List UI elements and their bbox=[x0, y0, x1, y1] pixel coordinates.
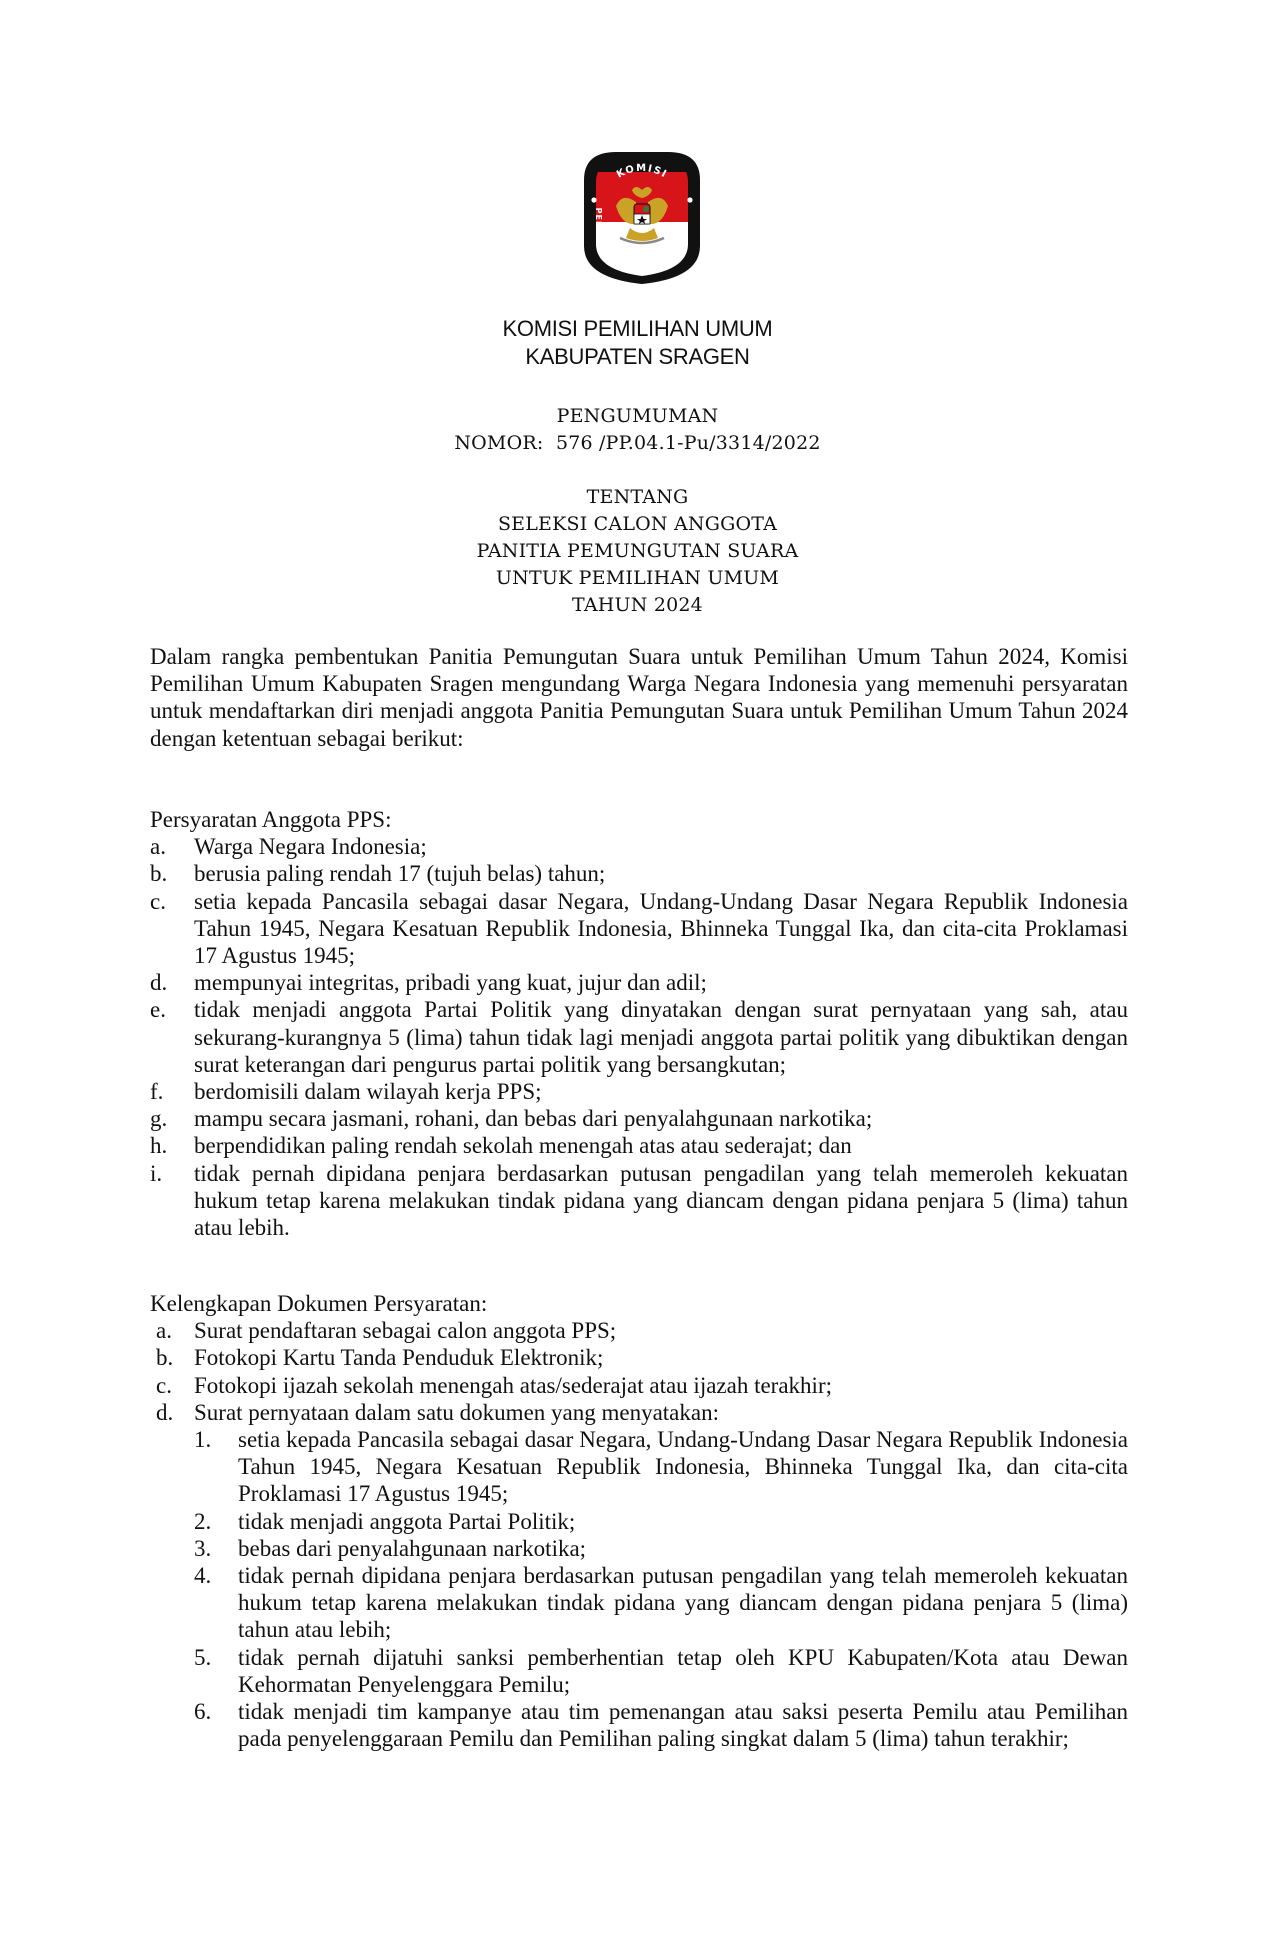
list-item: 4. tidak pernah dipidana penjara berdasarkan putusan pengadilan yang telah memeroleh kekuatan hukum tetap karena melakukan tindak pidana yang diancam dengan pidana penjara 5 (lima) tahun atau lebih; bbox=[194, 1563, 1128, 1643]
list-item: 1. setia kepada Pancasila sebagai dasar Negara, Undang-Undang Dasar Negara Republik Indonesia Tahun 1945, Negara Kesatuan Republik Indonesia, Bhinneka Tunggal Ika, dan cita-cita Proklamasi 17 Agustus 1945; bbox=[194, 1427, 1128, 1507]
requirements-list bbox=[150, 833, 1128, 1241]
statement-list bbox=[150, 1426, 1128, 1752]
organization-name: KOMISI PEMILIHAN UMUM bbox=[502, 316, 773, 341]
document-number-value: 576 /PP.04.1-Pu/3314/2022 bbox=[555, 432, 821, 454]
list-item: b. berusia paling rendah 17 (tujuh belas) tahun; bbox=[150, 861, 606, 887]
organization-region: KABUPATEN SRAGEN bbox=[525, 344, 750, 369]
list-item: c. Fotokopi ijazah sekolah menengah atas/sederajat atau ijazah terakhir; bbox=[156, 1372, 832, 1398]
subject-line: SELEKSI CALON ANGGOTA bbox=[497, 513, 778, 535]
list-item: a. Surat pendaftaran sebagai calon anggota PPS; bbox=[156, 1318, 617, 1344]
requirements-section bbox=[150, 806, 1128, 1241]
list-item: 5. tidak pernah dijatuhi sanksi pemberhentian tetap oleh KPU Kabupaten/Kota atau Dewan Kehormatan Penyelenggara Pemilu; bbox=[194, 1644, 1128, 1697]
list-item: f. berdomisili dalam wilayah kerja PPS; bbox=[150, 1079, 542, 1105]
list-item: c. setia kepada Pancasila sebagai dasar Negara, Undang-Undang Dasar Negara Republik Indonesia Tahun 1945, Negara Kesatuan Republik Indonesia, Bhinneka Tunggal Ika, dan cita-cita Proklamasi 17 Agustus 1945; bbox=[150, 888, 1128, 969]
list-item: d. Surat pernyataan dalam satu dokumen yang menyatakan: bbox=[156, 1399, 719, 1425]
intro-paragraph bbox=[150, 643, 1128, 752]
document-type: PENGUMUMAN bbox=[556, 405, 719, 427]
document-number bbox=[0, 430, 1275, 457]
list-item: 2. tidak menjadi anggota Partai Politik; bbox=[194, 1508, 576, 1534]
list-item: g. mampu secara jasmani, rohani, dan bebas dari penyalahgunaan narkotika; bbox=[150, 1106, 873, 1132]
list-item: 3. bebas dari penyalahgunaan narkotika; bbox=[194, 1535, 587, 1561]
requirements-title: Persyaratan Anggota PPS: bbox=[150, 807, 392, 832]
document-subject bbox=[0, 484, 1275, 619]
subject-line: UNTUK PEMILIHAN UMUM bbox=[495, 567, 780, 589]
list-item: i. tidak pernah dipidana penjara berdasarkan putusan pengadilan yang telah memeroleh kekuatan hukum tetap karena melakukan tindak pidana yang diancam dengan pidana penjara 5 (lima) tahun atau lebih. bbox=[150, 1160, 1128, 1241]
list-item: h. berpendidikan paling rendah sekolah menengah atas atau sederajat; dan bbox=[150, 1133, 852, 1159]
subject-line: TENTANG bbox=[586, 486, 689, 508]
documents-section bbox=[150, 1290, 1128, 1752]
list-item: e. tidak menjadi anggota Partai Politik yang dinyatakan dengan surat pernyataan yang sah, atau sekurang-kurangnya 5 (lima) tahun tidak lagi menjadi anggota partai politik yang dibuktikan dengan surat keterangan dari pengurus partai politik yang bersangkutan; bbox=[150, 997, 1128, 1077]
subject-line: PANITIA PEMUNGUTAN SUARA bbox=[476, 540, 799, 562]
list-item: a. Warga Negara Indonesia; bbox=[150, 834, 427, 860]
subject-line: TAHUN 2024 bbox=[572, 594, 703, 616]
svg-text:UMUM: UMUM bbox=[655, 250, 687, 275]
svg-text:PEMILIHAN: PEMILIHAN bbox=[593, 207, 612, 265]
list-item: 6. tidak menjadi tim kampanye atau tim pemenangan atau saksi peserta Pemilu atau Pemilihan pada penyelenggaraan Pemilu dan Pemilihan paling singkat dalam 5 (lima) tahun terakhir; bbox=[194, 1699, 1128, 1752]
kpu-logo-emblem bbox=[580, 152, 704, 284]
document-number-label: NOMOR: bbox=[454, 432, 544, 454]
documents-title: Kelengkapan Dokumen Persyaratan: bbox=[150, 1291, 488, 1316]
list-item: d. mempunyai integritas, pribadi yang kuat, jujur dan adil; bbox=[150, 970, 707, 996]
intro-text: Dalam rangka pembentukan Panitia Pemungutan Suara untuk Pemilihan Umum Tahun 2024, Komisi Pemilihan Umum Kabupaten Sragen mengundang Warga Negara Indonesia yang memenuhi persyaratan untuk mendaftarkan diri menjadi anggota Panitia Pemungutan Suara untuk Pemilihan Umum Tahun 2024 dengan ketentuan sebagai berikut: bbox=[150, 644, 1128, 751]
documents-list bbox=[150, 1317, 1128, 1426]
list-item: b. Fotokopi Kartu Tanda Penduduk Elektronik; bbox=[156, 1345, 604, 1371]
svg-text:KOMISI: KOMISI bbox=[614, 162, 670, 181]
